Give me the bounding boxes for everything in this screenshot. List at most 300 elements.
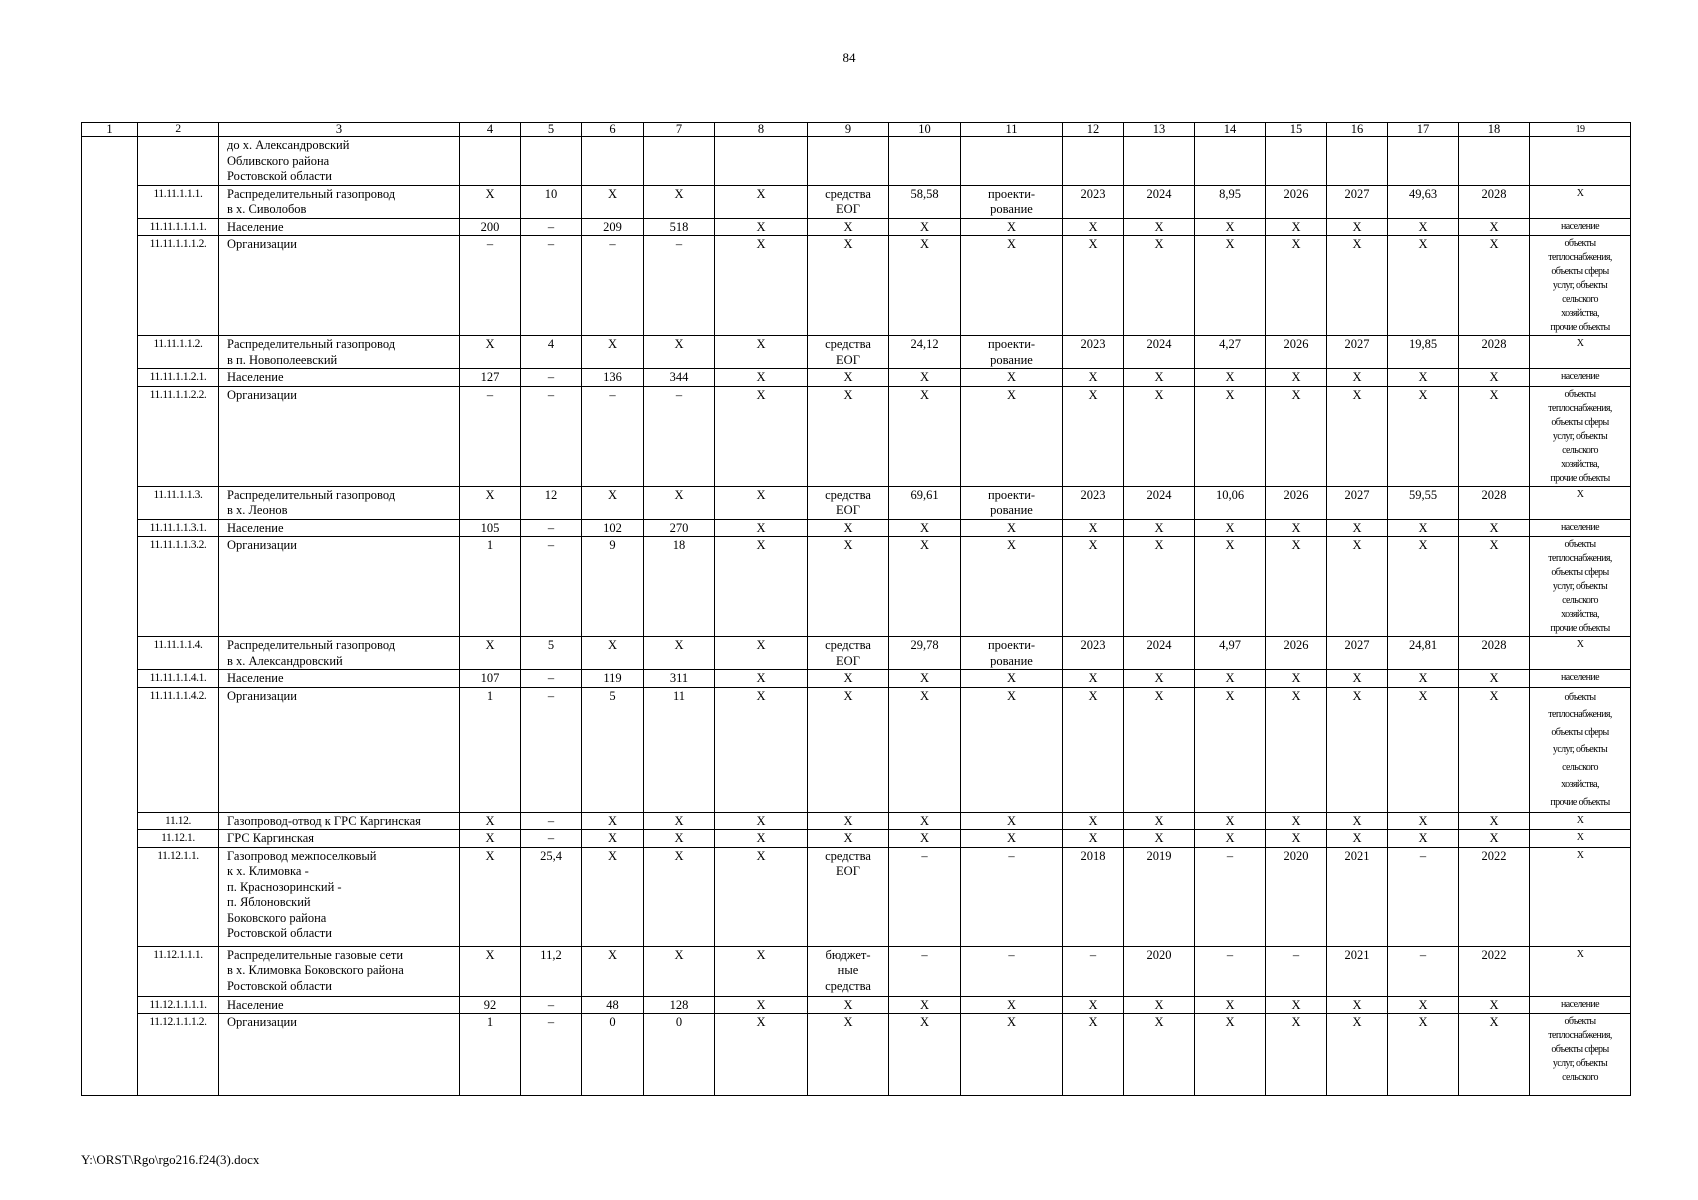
- table-cell: 200: [460, 218, 521, 236]
- table-cell: X: [1388, 218, 1459, 236]
- table-cell: 518: [644, 218, 715, 236]
- table-cell: X: [889, 996, 961, 1014]
- table-cell: 11.11.1.1.3.: [138, 486, 219, 519]
- table-cell: 344: [644, 369, 715, 387]
- table-cell: X: [1266, 218, 1327, 236]
- table-cell: X: [460, 185, 521, 218]
- table-cell: X: [460, 336, 521, 369]
- table-cell: 2018: [1063, 847, 1124, 946]
- table-row: [82, 486, 1631, 519]
- table-cell: население: [1530, 996, 1631, 1014]
- table-cell: X: [1195, 1014, 1266, 1096]
- table-cell: –: [1388, 946, 1459, 996]
- table-cell: 11.11.1.1.3.1.: [138, 519, 219, 537]
- table-cell: X: [1327, 519, 1388, 537]
- table-cell: Население: [219, 369, 460, 387]
- table-cell: [138, 137, 219, 186]
- table-cell: 59,55: [1388, 486, 1459, 519]
- table-cell: X: [1327, 236, 1388, 336]
- table-cell: X: [715, 670, 808, 688]
- table-cell: 11.12.1.1.1.1.: [138, 996, 219, 1014]
- table-cell: X: [1063, 1014, 1124, 1096]
- table-cell: X: [715, 537, 808, 637]
- table-cell: X: [1459, 996, 1530, 1014]
- table-cell: X: [1195, 218, 1266, 236]
- table-cell: X: [715, 1014, 808, 1096]
- table-cell: 10: [521, 185, 582, 218]
- page-number: 84: [842, 50, 856, 65]
- table-cell: X: [1124, 812, 1195, 830]
- table-cell: 2024: [1124, 637, 1195, 670]
- table-cell: X: [1195, 537, 1266, 637]
- table-cell: X: [715, 236, 808, 336]
- table-cell: Распределительные газовые сети в х. Климовка Боковского района Ростовской области: [219, 946, 460, 996]
- table-cell: средства ЕОГ: [808, 336, 889, 369]
- table-cell: 2022: [1459, 946, 1530, 996]
- table-cell: X: [1459, 830, 1530, 848]
- table-cell: 2020: [1124, 946, 1195, 996]
- table-cell: 19,85: [1388, 336, 1459, 369]
- table-cell: Распределительный газопровод в п. Новополеевский: [219, 336, 460, 369]
- table-cell: [521, 137, 582, 186]
- table-cell: [715, 137, 808, 186]
- table-cell: X: [460, 830, 521, 848]
- table-cell: X: [715, 687, 808, 812]
- table-cell: население: [1530, 369, 1631, 387]
- table-cell: –: [889, 946, 961, 996]
- column-number-row: [82, 123, 1631, 137]
- table-cell: –: [644, 386, 715, 486]
- table-cell: 10,06: [1195, 486, 1266, 519]
- table-cell: –: [521, 236, 582, 336]
- table-cell: объекты теплоснабжения, объекты сферы услуг, объекты сельского: [1530, 1014, 1631, 1096]
- column-number: 4: [460, 123, 521, 137]
- table-cell: X: [1195, 519, 1266, 537]
- table-cell: 49,63: [1388, 185, 1459, 218]
- table-cell: X: [1388, 670, 1459, 688]
- table-cell: X: [460, 637, 521, 670]
- table-cell: X: [1266, 830, 1327, 848]
- table-row: [82, 218, 1631, 236]
- table-row: [82, 946, 1631, 996]
- table-cell: X: [1266, 670, 1327, 688]
- table-cell: Организации: [219, 1014, 460, 1096]
- table-cell: 11.12.1.1.1.: [138, 946, 219, 996]
- table-cell: X: [582, 336, 644, 369]
- table-cell: X: [1388, 996, 1459, 1014]
- table-cell: X: [808, 218, 889, 236]
- table-cell: 58,58: [889, 185, 961, 218]
- table-cell: X: [715, 185, 808, 218]
- table-cell: Распределительный газопровод в х. Леонов: [219, 486, 460, 519]
- table-cell: 2023: [1063, 336, 1124, 369]
- table-cell: X: [582, 830, 644, 848]
- table-cell: X: [961, 236, 1063, 336]
- table-cell: X: [1063, 687, 1124, 812]
- table-cell: проекти- рование: [961, 637, 1063, 670]
- table-cell: X: [1063, 519, 1124, 537]
- table-cell: X: [1195, 996, 1266, 1014]
- table-cell: 2019: [1124, 847, 1195, 946]
- table-cell: 92: [460, 996, 521, 1014]
- table-cell: X: [1530, 637, 1631, 670]
- table-cell: 0: [582, 1014, 644, 1096]
- table-cell: –: [521, 537, 582, 637]
- table-cell: X: [961, 687, 1063, 812]
- table-cell: 1: [460, 687, 521, 812]
- table-row: [82, 637, 1631, 670]
- table-cell: X: [1063, 670, 1124, 688]
- table-cell: –: [521, 1014, 582, 1096]
- table-cell: X: [808, 996, 889, 1014]
- table-cell: Организации: [219, 236, 460, 336]
- table-row: [82, 670, 1631, 688]
- table-cell: X: [808, 537, 889, 637]
- table-cell: X: [961, 537, 1063, 637]
- table-cell: –: [521, 218, 582, 236]
- table-cell: Население: [219, 218, 460, 236]
- column-number: 5: [521, 123, 582, 137]
- column-number: 3: [219, 123, 460, 137]
- table-row: [82, 537, 1631, 637]
- table-cell: X: [889, 236, 961, 336]
- table-cell: X: [1327, 537, 1388, 637]
- table-cell: X: [1459, 236, 1530, 336]
- table-cell: X: [1195, 386, 1266, 486]
- table-cell: [1124, 137, 1195, 186]
- table-cell: 2024: [1124, 185, 1195, 218]
- table-cell: 0: [644, 1014, 715, 1096]
- table-cell: 2024: [1124, 336, 1195, 369]
- table-cell: X: [961, 1014, 1063, 1096]
- table-cell: объекты теплоснабжения, объекты сферы услуг, объекты сельского хозяйства, прочие объекты: [1530, 687, 1631, 812]
- table-cell: 2026: [1266, 486, 1327, 519]
- table-cell: X: [715, 637, 808, 670]
- table-cell: X: [460, 812, 521, 830]
- table-cell: 25,4: [521, 847, 582, 946]
- table-cell: X: [1063, 812, 1124, 830]
- table-cell: X: [961, 218, 1063, 236]
- table-cell: X: [1063, 218, 1124, 236]
- table-cell: X: [1388, 812, 1459, 830]
- table-cell: население: [1530, 670, 1631, 688]
- table-cell: X: [1195, 369, 1266, 387]
- table-cell: 2027: [1327, 185, 1388, 218]
- table-cell: –: [460, 236, 521, 336]
- table-cell: средства ЕОГ: [808, 185, 889, 218]
- table-cell: 11.11.1.1.2.: [138, 336, 219, 369]
- table-cell: 2027: [1327, 336, 1388, 369]
- table-cell: X: [715, 386, 808, 486]
- table-cell: объекты теплоснабжения, объекты сферы услуг, объекты сельского хозяйства, прочие объекты: [1530, 537, 1631, 637]
- table-cell: X: [1388, 687, 1459, 812]
- table-cell: X: [1459, 519, 1530, 537]
- column-number: 8: [715, 123, 808, 137]
- table-cell: 29,78: [889, 637, 961, 670]
- table-cell: X: [644, 336, 715, 369]
- table-cell: 11.12.1.: [138, 830, 219, 848]
- column-number: 10: [889, 123, 961, 137]
- table-cell: проекти- рование: [961, 185, 1063, 218]
- table-cell: X: [1124, 369, 1195, 387]
- table-cell: X: [1124, 670, 1195, 688]
- table-cell: X: [1327, 386, 1388, 486]
- column-number: 18: [1459, 123, 1530, 137]
- table-cell: X: [808, 830, 889, 848]
- table-cell: X: [1195, 236, 1266, 336]
- table-cell: 24,12: [889, 336, 961, 369]
- table-cell: X: [1124, 996, 1195, 1014]
- table-cell: 107: [460, 670, 521, 688]
- table-cell: [1459, 137, 1530, 186]
- table-cell: 5: [582, 687, 644, 812]
- table-cell: X: [889, 386, 961, 486]
- column-number: 9: [808, 123, 889, 137]
- table-cell: Организации: [219, 687, 460, 812]
- table-row: [82, 847, 1631, 946]
- table-cell: X: [644, 847, 715, 946]
- table-cell: X: [1459, 687, 1530, 812]
- table-cell: –: [1195, 847, 1266, 946]
- table-cell: –: [1388, 847, 1459, 946]
- table-cell: X: [1530, 336, 1631, 369]
- table-cell: X: [1266, 236, 1327, 336]
- table-cell: X: [961, 812, 1063, 830]
- table-cell: X: [715, 486, 808, 519]
- table-row: [82, 185, 1631, 218]
- table-cell: X: [1195, 670, 1266, 688]
- table-cell: 4,27: [1195, 336, 1266, 369]
- table-cell: [82, 137, 138, 1096]
- table-cell: X: [1530, 486, 1631, 519]
- table-cell: Население: [219, 670, 460, 688]
- table-cell: ГРС Каргинская: [219, 830, 460, 848]
- table-cell: 11: [644, 687, 715, 812]
- table-cell: 2027: [1327, 486, 1388, 519]
- table-cell: [460, 137, 521, 186]
- table-cell: [961, 137, 1063, 186]
- table-cell: X: [1530, 946, 1631, 996]
- table-cell: X: [644, 830, 715, 848]
- table-cell: 11.11.1.1.4.2.: [138, 687, 219, 812]
- table-cell: X: [715, 369, 808, 387]
- table-cell: X: [1530, 185, 1631, 218]
- table-cell: X: [1195, 812, 1266, 830]
- table-cell: X: [1266, 996, 1327, 1014]
- table-cell: X: [1063, 386, 1124, 486]
- table-cell: X: [460, 486, 521, 519]
- table-cell: X: [582, 185, 644, 218]
- table-cell: X: [1063, 996, 1124, 1014]
- table-cell: Распределительный газопровод в х. Александровский: [219, 637, 460, 670]
- table-cell: X: [1124, 236, 1195, 336]
- table-cell: X: [1530, 830, 1631, 848]
- table-cell: 119: [582, 670, 644, 688]
- table-cell: 1: [460, 1014, 521, 1096]
- table-cell: 11,2: [521, 946, 582, 996]
- table-cell: X: [644, 185, 715, 218]
- table-cell: –: [961, 847, 1063, 946]
- table-cell: X: [889, 537, 961, 637]
- table-cell: –: [521, 812, 582, 830]
- data-table: [81, 122, 1631, 1096]
- table-cell: [1063, 137, 1124, 186]
- table-cell: [1327, 137, 1388, 186]
- table-cell: 2024: [1124, 486, 1195, 519]
- column-number: 15: [1266, 123, 1327, 137]
- table-cell: 2021: [1327, 946, 1388, 996]
- table-cell: 2023: [1063, 637, 1124, 670]
- table-cell: 2028: [1459, 336, 1530, 369]
- table-cell: 2028: [1459, 486, 1530, 519]
- table-cell: 2028: [1459, 637, 1530, 670]
- table-cell: X: [889, 519, 961, 537]
- table-cell: X: [582, 637, 644, 670]
- table-row: [82, 812, 1631, 830]
- table-cell: 11.11.1.1.4.1.: [138, 670, 219, 688]
- table-cell: –: [1266, 946, 1327, 996]
- table-cell: население: [1530, 519, 1631, 537]
- table-cell: [1266, 137, 1327, 186]
- table-cell: X: [582, 847, 644, 946]
- table-cell: X: [1459, 1014, 1530, 1096]
- table-cell: X: [1124, 687, 1195, 812]
- table-cell: [889, 137, 961, 186]
- table-cell: –: [889, 847, 961, 946]
- table-cell: 1: [460, 537, 521, 637]
- table-cell: –: [521, 369, 582, 387]
- table-cell: [644, 137, 715, 186]
- table-cell: X: [715, 519, 808, 537]
- table-cell: X: [715, 812, 808, 830]
- column-number: 13: [1124, 123, 1195, 137]
- table-cell: X: [889, 812, 961, 830]
- table-cell: 2026: [1266, 336, 1327, 369]
- table-cell: объекты теплоснабжения, объекты сферы услуг, объекты сельского хозяйства, прочие объекты: [1530, 236, 1631, 336]
- column-number: 19: [1530, 123, 1631, 137]
- table-cell: X: [808, 812, 889, 830]
- table-cell: X: [1124, 830, 1195, 848]
- table-cell: X: [1063, 830, 1124, 848]
- table-cell: X: [961, 996, 1063, 1014]
- column-number: 17: [1388, 123, 1459, 137]
- table-cell: Распределительный газопровод в х. Сиволобов: [219, 185, 460, 218]
- table-cell: X: [715, 847, 808, 946]
- table-cell: X: [1530, 812, 1631, 830]
- table-cell: 11.12.: [138, 812, 219, 830]
- table-cell: –: [460, 386, 521, 486]
- table-cell: 311: [644, 670, 715, 688]
- table-row: [82, 236, 1631, 336]
- table-cell: X: [889, 830, 961, 848]
- column-number: 7: [644, 123, 715, 137]
- table-cell: 2020: [1266, 847, 1327, 946]
- table-cell: X: [1327, 369, 1388, 387]
- column-number: 14: [1195, 123, 1266, 137]
- table-cell: 136: [582, 369, 644, 387]
- table-cell: –: [961, 946, 1063, 996]
- table-cell: –: [1063, 946, 1124, 996]
- table-cell: 209: [582, 218, 644, 236]
- table-cell: –: [521, 996, 582, 1014]
- table-cell: 9: [582, 537, 644, 637]
- table-cell: X: [1459, 812, 1530, 830]
- table-cell: X: [1388, 519, 1459, 537]
- table-cell: X: [889, 218, 961, 236]
- table-cell: X: [1327, 812, 1388, 830]
- table-cell: X: [1124, 519, 1195, 537]
- table-cell: X: [1063, 236, 1124, 336]
- table-cell: X: [1266, 537, 1327, 637]
- table-cell: 8,95: [1195, 185, 1266, 218]
- table-row: [82, 386, 1631, 486]
- column-number: 12: [1063, 123, 1124, 137]
- table-cell: X: [644, 946, 715, 996]
- table-cell: 2026: [1266, 185, 1327, 218]
- table-cell: до х. Александровский Обливского района Ростовской области: [219, 137, 460, 186]
- table-cell: X: [1266, 519, 1327, 537]
- table-cell: X: [1388, 386, 1459, 486]
- table-cell: 2021: [1327, 847, 1388, 946]
- table-cell: 11.11.1.1.2.1.: [138, 369, 219, 387]
- table-cell: X: [460, 847, 521, 946]
- table-cell: X: [1063, 369, 1124, 387]
- table-cell: X: [1459, 670, 1530, 688]
- table-row: [82, 369, 1631, 387]
- table-cell: бюджет- ные средства: [808, 946, 889, 996]
- table-cell: X: [715, 218, 808, 236]
- table-cell: X: [1459, 537, 1530, 637]
- footer-file-path: Y:\ORST\Rgo\rgo216.f24(3).docx: [81, 1152, 260, 1167]
- table-cell: X: [1459, 218, 1530, 236]
- table-cell: 11.11.1.1.1.1.: [138, 218, 219, 236]
- table-cell: –: [1195, 946, 1266, 996]
- table-cell: Население: [219, 996, 460, 1014]
- table-cell: X: [644, 486, 715, 519]
- table-cell: 2026: [1266, 637, 1327, 670]
- table-cell: –: [582, 236, 644, 336]
- table-cell: 11.11.1.1.2.2.: [138, 386, 219, 486]
- table-cell: X: [1195, 830, 1266, 848]
- table-cell: X: [1530, 847, 1631, 946]
- table-cell: X: [1327, 687, 1388, 812]
- table-cell: 105: [460, 519, 521, 537]
- table-cell: X: [644, 637, 715, 670]
- table-cell: X: [1388, 1014, 1459, 1096]
- table-cell: X: [889, 1014, 961, 1096]
- table-cell: 18: [644, 537, 715, 637]
- table-cell: 69,61: [889, 486, 961, 519]
- table-cell: Газопровод межпоселковый к х. Климовка - п. Краснозоринский - п. Яблоновский Боковского района Ростовской области: [219, 847, 460, 946]
- table-cell: X: [889, 369, 961, 387]
- table-cell: 102: [582, 519, 644, 537]
- table-cell: 2027: [1327, 637, 1388, 670]
- table-cell: 24,81: [1388, 637, 1459, 670]
- table-cell: X: [582, 946, 644, 996]
- table-cell: X: [1327, 1014, 1388, 1096]
- table-cell: X: [460, 946, 521, 996]
- table-cell: 11.11.1.1.1.2.: [138, 236, 219, 336]
- table-row: [82, 996, 1631, 1014]
- table-cell: [1195, 137, 1266, 186]
- table-cell: 270: [644, 519, 715, 537]
- table-cell: 11.11.1.1.1.: [138, 185, 219, 218]
- table-cell: –: [521, 830, 582, 848]
- table-row: [82, 519, 1631, 537]
- table-cell: 11.12.1.1.1.2.: [138, 1014, 219, 1096]
- column-number: 2: [138, 123, 219, 137]
- table-cell: [1530, 137, 1631, 186]
